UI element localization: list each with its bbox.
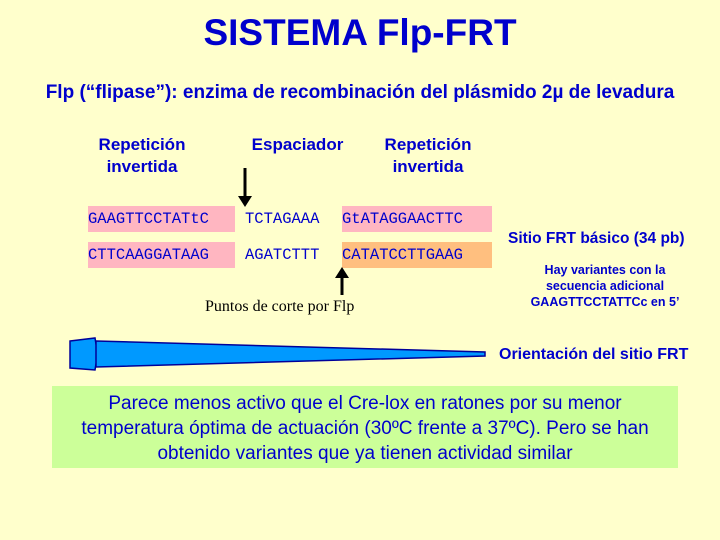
bottom-right-repeat: CATATCCTTGAAG — [342, 242, 492, 268]
bottom-note-line2: temperatura óptima de actuación (30ºC frente a 37ºC). Pero se han — [81, 418, 649, 439]
top-right-repeat: GtATAGGAACTTC — [342, 206, 492, 232]
page-title: SISTEMA Flp-FRT — [203, 12, 517, 53]
top-spacer: TCTAGAAA — [245, 210, 320, 228]
bottom-note-box — [52, 386, 678, 468]
frt-site-label: Sitio FRT básico (34 pb) — [508, 230, 685, 247]
variant-note — [505, 262, 705, 310]
variant-note-line2: secuencia adicional — [545, 279, 665, 293]
spacer-header: Espaciador — [251, 135, 344, 154]
orientation-label: Orientación del sitio FRT — [499, 346, 689, 363]
right-repeat-header-line2: invertida — [392, 157, 464, 176]
variant-note-line3: GAAGTTCCTATTCc en 5’ — [530, 295, 680, 309]
left-repeat-header-line2: invertida — [106, 157, 178, 176]
bottom-spacer: AGATCTTT — [245, 246, 320, 264]
bottom-left-repeat: CTTCAAGGATAAG — [88, 242, 235, 268]
cut-arrow-bottom — [335, 267, 349, 295]
variant-note-line1: Hay variantes con la — [544, 263, 666, 277]
right-repeat-header-line1: Repetición — [384, 135, 472, 154]
subtitle: Flp (“flipase”): enzima de recombinación del plásmido 2µ de levadura — [45, 82, 675, 103]
bottom-note-line1: Parece menos activo que el Cre-lox en ratones por su menor — [108, 393, 622, 414]
cut-points-label: Puntos de corte por Flp — [205, 298, 355, 315]
cut-arrow-top — [238, 168, 252, 207]
bottom-note-line3: obtenido variantes que ya tienen actividad similar — [157, 443, 573, 464]
frt-orientation-arrow — [70, 338, 485, 370]
left-repeat-header-line1: Repetición — [98, 135, 186, 154]
top-left-repeat: GAAGTTCCTATtC — [88, 206, 235, 232]
